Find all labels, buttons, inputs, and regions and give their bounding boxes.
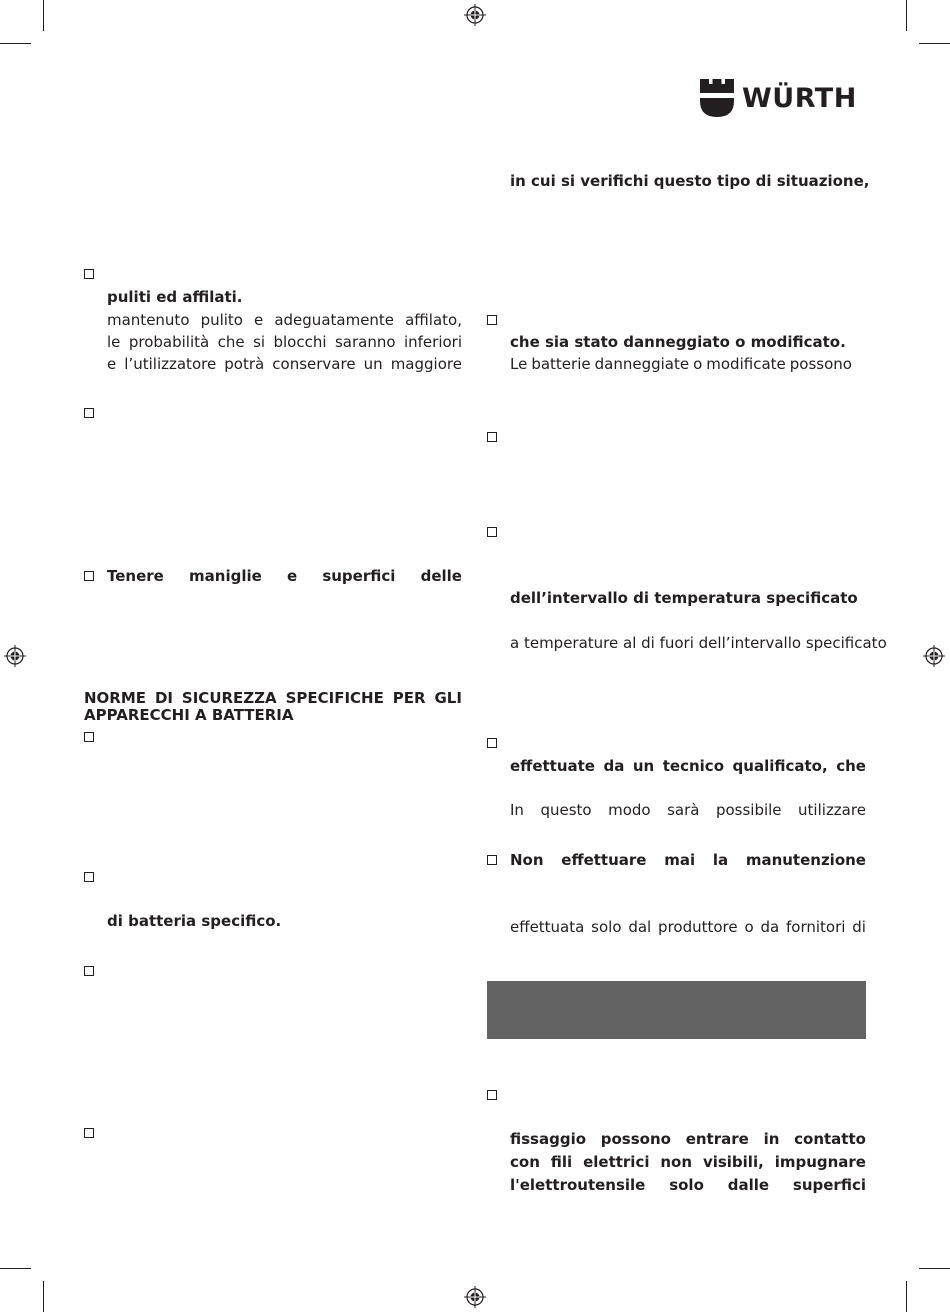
item-title: Non effettuare mai la manutenzione xyxy=(510,851,866,869)
checkbox[interactable] xyxy=(84,966,94,976)
registration-mark-icon xyxy=(4,645,26,667)
registration-mark-icon xyxy=(923,645,945,667)
wurth-logo xyxy=(700,78,857,118)
item-line: fissaggio possono entrare in contatto xyxy=(510,1130,866,1148)
checkbox[interactable] xyxy=(84,872,94,882)
checkbox[interactable] xyxy=(84,1128,94,1138)
item-line: l'elettroutensile solo dalle superfici xyxy=(510,1176,866,1194)
grey-heading-bar xyxy=(487,981,866,1039)
crop-mark xyxy=(43,1281,44,1312)
registration-mark-icon xyxy=(464,1286,486,1308)
wurth-logo-icon xyxy=(700,79,734,117)
item-line: con fili elettrici non visibili, impugnare xyxy=(510,1153,866,1171)
item-title: di batteria specifico. xyxy=(107,912,282,930)
registration-mark-icon xyxy=(464,4,486,26)
item-title: effettuate da un tecnico qualificato, che xyxy=(510,757,866,775)
section-heading: NORME DI SICUREZZA SPECIFICHE PER GLI APPARECCHI A BATTERIA xyxy=(84,689,462,724)
item-title: Tenere maniglie e superfici delle xyxy=(107,567,462,585)
checkbox[interactable] xyxy=(487,527,497,537)
checkbox[interactable] xyxy=(487,315,497,325)
crop-mark xyxy=(0,43,31,44)
checkbox[interactable] xyxy=(487,432,497,442)
checkbox[interactable] xyxy=(84,571,94,581)
item-line: e l’utilizzatore potrà conservare un maggiore xyxy=(107,355,462,373)
crop-mark xyxy=(43,0,44,31)
item-line: le probabilità che si blocchi saranno inferiori xyxy=(107,333,462,351)
crop-mark xyxy=(906,0,907,31)
crop-mark xyxy=(906,1281,907,1312)
checkbox[interactable] xyxy=(487,1090,497,1100)
checkbox[interactable] xyxy=(487,738,497,748)
item-line: mantenuto pulito e adeguatamente affilato, xyxy=(107,311,462,329)
crop-mark xyxy=(0,1268,31,1269)
checkbox[interactable] xyxy=(84,732,94,742)
checkbox[interactable] xyxy=(84,269,94,279)
item-line: effettuata solo dal produttore o da fornitori di xyxy=(510,918,866,936)
item-title: in cui si verifichi questo tipo di situazione, xyxy=(510,172,870,190)
item-title: che sia stato danneggiato o modificato. xyxy=(510,333,846,351)
item-title: puliti ed affilati. xyxy=(107,288,243,306)
crop-mark xyxy=(919,1268,950,1269)
wurth-logo-text: WÜRTH xyxy=(742,82,857,114)
item-line: Le batterie danneggiate o modificate possono xyxy=(510,355,852,373)
item-line: a temperature al di fuori dell’intervallo specificato xyxy=(510,634,887,652)
checkbox[interactable] xyxy=(84,408,94,418)
crop-mark xyxy=(919,43,950,44)
checkbox[interactable] xyxy=(487,855,497,865)
item-line: In questo modo sarà possibile utilizzare xyxy=(510,801,866,819)
item-title: dell’intervallo di temperatura specificato xyxy=(510,589,858,607)
